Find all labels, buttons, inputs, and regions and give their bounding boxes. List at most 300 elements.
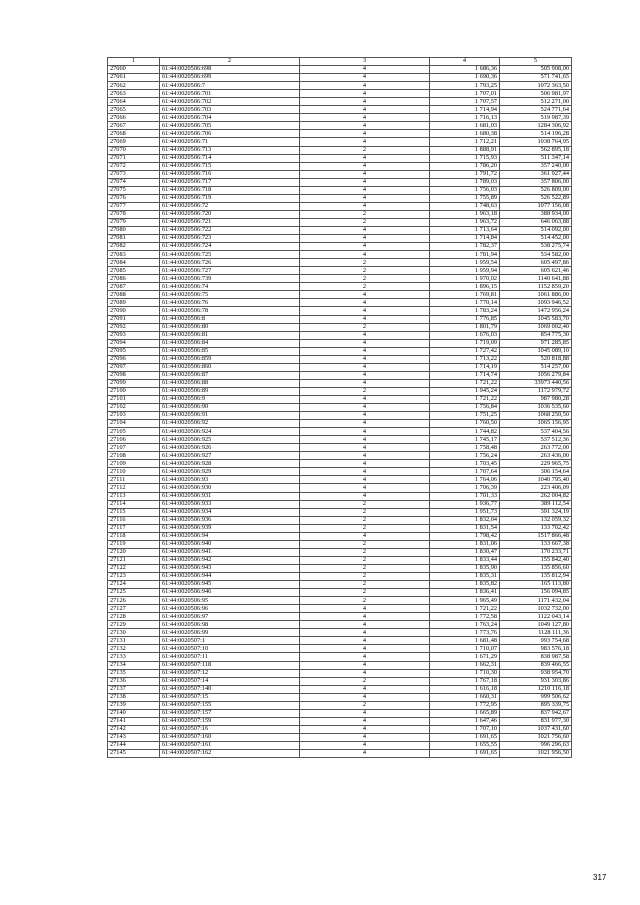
category-cell: 4: [300, 741, 430, 749]
area-cell: 1 721,22: [430, 605, 500, 613]
cadastral-number-cell: 61:44:0020506:719: [160, 194, 300, 202]
area-cell: 1 783,24: [430, 307, 500, 315]
table-row: [108, 347, 572, 355]
row-index-cell: 27080: [108, 226, 160, 234]
row-index-cell: 27065: [108, 106, 160, 114]
page-number: 317: [593, 873, 607, 882]
value-cell: 538 275,74: [500, 243, 572, 251]
cadastral-table: [107, 57, 572, 758]
cadastral-number-cell: 61:44:0020506:78: [160, 307, 300, 315]
table-row: [108, 331, 572, 339]
category-cell: 4: [300, 202, 430, 210]
cadastral-number-cell: 61:44:0020507:159: [160, 717, 300, 725]
cadastral-number-cell: 61:44:0020506:98: [160, 621, 300, 629]
cadastral-number-cell: 61:44:0020506:930: [160, 484, 300, 492]
value-cell: 165 113,80: [500, 581, 572, 589]
area-cell: 1 714,74: [430, 371, 500, 379]
value-cell: 263 436,00: [500, 452, 572, 460]
category-cell: 4: [300, 444, 430, 452]
row-index-cell: 27109: [108, 460, 160, 468]
table-row: [108, 146, 572, 154]
category-cell: 4: [300, 122, 430, 130]
area-cell: 1 710,30: [430, 669, 500, 677]
category-cell: 4: [300, 395, 430, 403]
value-cell: 135 856,60: [500, 564, 572, 572]
value-cell: 983 576,18: [500, 645, 572, 653]
area-cell: 1 758,48: [430, 444, 500, 452]
area-cell: 1 755,89: [430, 194, 500, 202]
area-cell: 1 830,47: [430, 548, 500, 556]
row-index-cell: 27078: [108, 210, 160, 218]
table-row: [108, 218, 572, 226]
category-cell: 4: [300, 90, 430, 98]
row-index-cell: 27133: [108, 653, 160, 661]
area-cell: 1 707,57: [430, 98, 500, 106]
table-row: [108, 82, 572, 90]
category-cell: 4: [300, 492, 430, 500]
area-cell: 1 686,36: [430, 66, 500, 74]
category-cell: 4: [300, 363, 430, 371]
table-row: [108, 202, 572, 210]
value-cell: 831 977,30: [500, 717, 572, 725]
row-index-cell: 27074: [108, 178, 160, 186]
category-cell: 2: [300, 540, 430, 548]
category-cell: 4: [300, 226, 430, 234]
row-index-cell: 27101: [108, 395, 160, 403]
table-row: [108, 645, 572, 653]
table-row: [108, 500, 572, 508]
value-cell: 931 303,86: [500, 677, 572, 685]
value-cell: 133 667,38: [500, 540, 572, 548]
cadastral-number-cell: 61:44:0020506:699: [160, 74, 300, 82]
category-cell: 4: [300, 709, 430, 717]
cadastral-number-cell: 61:44:0020507:10: [160, 645, 300, 653]
cadastral-number-cell: 61:44:0020506:75: [160, 291, 300, 299]
value-cell: 537 512,36: [500, 436, 572, 444]
table-row: [108, 701, 572, 709]
value-cell: 571 741,65: [500, 74, 572, 82]
value-cell: 938 954,70: [500, 669, 572, 677]
category-cell: 4: [300, 637, 430, 645]
category-cell: 4: [300, 605, 430, 613]
value-cell: 1021 956,50: [500, 750, 572, 758]
area-cell: 1 970,02: [430, 275, 500, 283]
category-cell: 2: [300, 387, 430, 395]
row-index-cell: 27068: [108, 130, 160, 138]
value-cell: 605 497,86: [500, 259, 572, 267]
cadastral-number-cell: 61:44:0020506:859: [160, 355, 300, 363]
row-index-cell: 27089: [108, 299, 160, 307]
value-cell: 519 987,39: [500, 114, 572, 122]
table-row: [108, 226, 572, 234]
value-cell: 1021 756,60: [500, 733, 572, 741]
value-cell: 1284 306,92: [500, 122, 572, 130]
table-row: [108, 315, 572, 323]
table-row: [108, 194, 572, 202]
area-cell: 1 951,73: [430, 508, 500, 516]
row-index-cell: 27086: [108, 275, 160, 283]
value-cell: 1093 946,52: [500, 299, 572, 307]
cadastral-number-cell: 61:44:0020506:721: [160, 218, 300, 226]
area-cell: 1 714,19: [430, 363, 500, 371]
value-cell: 512 271,00: [500, 98, 572, 106]
table-row: [108, 621, 572, 629]
value-cell: 1045 089,10: [500, 347, 572, 355]
cadastral-number-cell: 61:44:0020506:943: [160, 564, 300, 572]
table-row: [108, 589, 572, 597]
row-index-cell: 27130: [108, 629, 160, 637]
category-cell: 4: [300, 750, 430, 758]
table-row: [108, 395, 572, 403]
row-index-cell: 27079: [108, 218, 160, 226]
cadastral-number-cell: 61:44:0020506:84: [160, 339, 300, 347]
table-row: [108, 323, 572, 331]
table-row: [108, 733, 572, 741]
row-index-cell: 27092: [108, 323, 160, 331]
row-index-cell: 27135: [108, 669, 160, 677]
table-row: [108, 299, 572, 307]
cadastral-number-cell: 61:44:0020506:97: [160, 613, 300, 621]
value-cell: 971 285,85: [500, 339, 572, 347]
table-row: [108, 138, 572, 146]
table-row: [108, 452, 572, 460]
category-cell: 2: [300, 701, 430, 709]
cadastral-number-cell: 61:44:0020506:924: [160, 428, 300, 436]
cadastral-number-cell: 61:44:0020506:722: [160, 226, 300, 234]
table-row: [108, 243, 572, 251]
row-index-cell: 27112: [108, 484, 160, 492]
cadastral-number-cell: 61:44:0020507:14: [160, 677, 300, 685]
cadastral-number-cell: 61:44:0020506:927: [160, 452, 300, 460]
row-index-cell: 27107: [108, 444, 160, 452]
cadastral-number-cell: 61:44:0020506:88: [160, 379, 300, 387]
category-cell: 4: [300, 645, 430, 653]
area-cell: 1 835,90: [430, 564, 500, 572]
area-cell: 1 764,06: [430, 476, 500, 484]
value-cell: 854 775,30: [500, 331, 572, 339]
value-cell: 1122 043,14: [500, 613, 572, 621]
row-index-cell: 27142: [108, 725, 160, 733]
cadastral-number-cell: 61:44:0020506:727: [160, 267, 300, 275]
category-cell: 2: [300, 597, 430, 605]
table-row: [108, 444, 572, 452]
value-cell: 537 404,56: [500, 428, 572, 436]
row-index-cell: 27127: [108, 605, 160, 613]
value-cell: 1036 535,60: [500, 404, 572, 412]
area-cell: 1 714,94: [430, 106, 500, 114]
category-cell: 4: [300, 725, 430, 733]
area-cell: 1 763,24: [430, 621, 500, 629]
category-cell: 2: [300, 210, 430, 218]
value-cell: 1171 432,04: [500, 597, 572, 605]
table-row: [108, 637, 572, 645]
row-index-cell: 27083: [108, 251, 160, 259]
category-cell: 4: [300, 299, 430, 307]
row-index-cell: 27076: [108, 194, 160, 202]
value-cell: 391 324,19: [500, 508, 572, 516]
value-cell: 526 809,00: [500, 186, 572, 194]
row-index-cell: 27123: [108, 573, 160, 581]
area-cell: 1 680,38: [430, 130, 500, 138]
category-cell: 4: [300, 733, 430, 741]
area-cell: 1 707,64: [430, 468, 500, 476]
category-cell: 2: [300, 581, 430, 589]
value-cell: 1038 764,95: [500, 138, 572, 146]
cadastral-number-cell: 61:44:0020506:944: [160, 573, 300, 581]
table-row: [108, 178, 572, 186]
table-row: [108, 90, 572, 98]
cadastral-number-cell: 61:44:0020506:92: [160, 420, 300, 428]
value-cell: 1517 866,48: [500, 532, 572, 540]
area-cell: 1 789,03: [430, 178, 500, 186]
cadastral-number-cell: 61:44:0020506:72: [160, 202, 300, 210]
category-cell: 4: [300, 138, 430, 146]
cadastral-number-cell: 61:44:0020507:15: [160, 693, 300, 701]
value-cell: 223 406,09: [500, 484, 572, 492]
cadastral-number-cell: 61:44:0020506:705: [160, 122, 300, 130]
value-cell: 1049 127,80: [500, 621, 572, 629]
value-cell: 987 980,28: [500, 395, 572, 403]
cadastral-number-cell: 61:44:0020506:946: [160, 589, 300, 597]
category-cell: 4: [300, 629, 430, 637]
area-cell: 1 671,29: [430, 653, 500, 661]
area-cell: 1 706,39: [430, 484, 500, 492]
category-cell: 4: [300, 331, 430, 339]
area-cell: 1 959,94: [430, 267, 500, 275]
value-cell: 1065 156,95: [500, 420, 572, 428]
cadastral-number-cell: 61:44:0020506:725: [160, 251, 300, 259]
area-cell: 1 721,22: [430, 395, 500, 403]
area-cell: 1 801,79: [430, 323, 500, 331]
cadastral-number-cell: 61:44:0020506:91: [160, 412, 300, 420]
cadastral-number-cell: 61:44:0020506:7: [160, 82, 300, 90]
column-header-4: 4: [430, 58, 500, 66]
row-index-cell: 27061: [108, 74, 160, 82]
table-row: [108, 106, 572, 114]
category-cell: 2: [300, 524, 430, 532]
cadastral-number-cell: 61:44:0020506:716: [160, 170, 300, 178]
category-cell: 4: [300, 693, 430, 701]
category-cell: 4: [300, 468, 430, 476]
value-cell: 506 981,97: [500, 90, 572, 98]
row-index-cell: 27144: [108, 741, 160, 749]
cadastral-number-cell: 61:44:0020506:723: [160, 235, 300, 243]
area-cell: 1 647,46: [430, 717, 500, 725]
row-index-cell: 27098: [108, 371, 160, 379]
row-index-cell: 27064: [108, 98, 160, 106]
value-cell: 262 004,82: [500, 492, 572, 500]
value-cell: 646 063,88: [500, 218, 572, 226]
cadastral-number-cell: 61:44:0020506:713: [160, 146, 300, 154]
category-cell: 4: [300, 315, 430, 323]
category-cell: 4: [300, 347, 430, 355]
table-row: [108, 363, 572, 371]
category-cell: 4: [300, 355, 430, 363]
category-cell: 2: [300, 218, 430, 226]
row-index-cell: 27120: [108, 548, 160, 556]
value-cell: 1128 111,36: [500, 629, 572, 637]
cadastral-number-cell: 61:44:0020507:11: [160, 653, 300, 661]
category-cell: 2: [300, 267, 430, 275]
row-index-cell: 27122: [108, 564, 160, 572]
value-cell: 357 240,00: [500, 162, 572, 170]
category-cell: 2: [300, 508, 430, 516]
value-cell: 1210 116,18: [500, 685, 572, 693]
cadastral-number-cell: 61:44:0020506:925: [160, 436, 300, 444]
category-cell: 2: [300, 259, 430, 267]
area-cell: 1 773,76: [430, 629, 500, 637]
row-index-cell: 27140: [108, 709, 160, 717]
area-cell: 1 832,04: [430, 516, 500, 524]
cadastral-number-cell: 61:44:0020506:94: [160, 532, 300, 540]
table-row: [108, 741, 572, 749]
value-cell: 133 702,42: [500, 524, 572, 532]
cadastral-number-cell: 61:44:0020506:941: [160, 548, 300, 556]
table-row: [108, 235, 572, 243]
table-row: [108, 74, 572, 82]
row-index-cell: 27136: [108, 677, 160, 685]
value-cell: 135 812,94: [500, 573, 572, 581]
row-index-cell: 27103: [108, 412, 160, 420]
cadastral-number-cell: 61:44:0020506:945: [160, 581, 300, 589]
area-cell: 1 681,48: [430, 637, 500, 645]
category-cell: 4: [300, 106, 430, 114]
table-row: [108, 275, 572, 283]
value-cell: 999 506,62: [500, 693, 572, 701]
category-cell: 2: [300, 556, 430, 564]
table-row: [108, 661, 572, 669]
cadastral-number-cell: 61:44:0020506:934: [160, 508, 300, 516]
area-cell: 1 691,65: [430, 733, 500, 741]
table-row: [108, 613, 572, 621]
category-cell: 4: [300, 74, 430, 82]
row-index-cell: 27118: [108, 532, 160, 540]
category-cell: 4: [300, 621, 430, 629]
cadastral-number-cell: 61:44:0020506:81: [160, 331, 300, 339]
table-row: [108, 412, 572, 420]
table-row: [108, 170, 572, 178]
category-cell: 2: [300, 500, 430, 508]
value-cell: 534 582,00: [500, 251, 572, 259]
area-cell: 1 760,50: [430, 420, 500, 428]
cadastral-number-cell: 61:44:0020507:155: [160, 701, 300, 709]
row-index-cell: 27137: [108, 685, 160, 693]
cadastral-number-cell: 61:44:0020506:9: [160, 395, 300, 403]
table-row: [108, 693, 572, 701]
value-cell: 524 771,64: [500, 106, 572, 114]
cadastral-number-cell: 61:44:0020506:926: [160, 444, 300, 452]
row-index-cell: 27093: [108, 331, 160, 339]
cadastral-number-cell: 61:44:0020506:724: [160, 243, 300, 251]
value-cell: 388 934,00: [500, 210, 572, 218]
row-index-cell: 27124: [108, 581, 160, 589]
area-cell: 1 831,06: [430, 540, 500, 548]
area-cell: 1 707,10: [430, 725, 500, 733]
category-cell: 4: [300, 685, 430, 693]
row-index-cell: 27096: [108, 355, 160, 363]
value-cell: 839 466,55: [500, 661, 572, 669]
row-index-cell: 27063: [108, 90, 160, 98]
cadastral-number-cell: 61:44:0020506:701: [160, 90, 300, 98]
row-index-cell: 27121: [108, 556, 160, 564]
cadastral-number-cell: 61:44:0020506:704: [160, 114, 300, 122]
table-row: [108, 460, 572, 468]
value-cell: 170 233,71: [500, 548, 572, 556]
row-index-cell: 27090: [108, 307, 160, 315]
area-cell: 1 965,49: [430, 597, 500, 605]
row-index-cell: 27113: [108, 492, 160, 500]
cadastral-number-cell: 61:44:0020507:161: [160, 741, 300, 749]
area-cell: 1 660,31: [430, 693, 500, 701]
value-cell: 837 942,67: [500, 709, 572, 717]
cadastral-number-cell: 61:44:0020506:706: [160, 130, 300, 138]
row-index-cell: 27108: [108, 452, 160, 460]
cadastral-number-cell: 61:44:0020507:140: [160, 685, 300, 693]
category-cell: 4: [300, 661, 430, 669]
category-cell: 4: [300, 114, 430, 122]
category-cell: 4: [300, 186, 430, 194]
category-cell: 4: [300, 98, 430, 106]
row-index-cell: 27081: [108, 235, 160, 243]
cadastral-number-cell: 61:44:0020507:12: [160, 669, 300, 677]
area-cell: 1 744,82: [430, 428, 500, 436]
area-cell: 1 888,91: [430, 146, 500, 154]
table-row: [108, 98, 572, 106]
table-row: [108, 564, 572, 572]
category-cell: 4: [300, 669, 430, 677]
area-cell: 1 662,31: [430, 661, 500, 669]
cadastral-number-cell: 61:44:0020506:931: [160, 492, 300, 500]
table-row: [108, 516, 572, 524]
area-cell: 1 703,45: [430, 460, 500, 468]
table-row: [108, 66, 572, 74]
area-cell: 1 781,94: [430, 251, 500, 259]
table-row: [108, 629, 572, 637]
area-cell: 1 835,31: [430, 573, 500, 581]
area-cell: 1 665,89: [430, 709, 500, 717]
category-cell: 4: [300, 339, 430, 347]
table-row: [108, 669, 572, 677]
row-index-cell: 27070: [108, 146, 160, 154]
area-cell: 1 655,55: [430, 741, 500, 749]
area-cell: 1 681,03: [430, 122, 500, 130]
value-cell: 1056 279,84: [500, 371, 572, 379]
value-cell: 263 772,00: [500, 444, 572, 452]
area-cell: 1 710,07: [430, 645, 500, 653]
cadastral-number-cell: 61:44:0020506:714: [160, 154, 300, 162]
area-cell: 1 791,72: [430, 170, 500, 178]
area-cell: 1 727,42: [430, 347, 500, 355]
category-cell: 4: [300, 130, 430, 138]
row-index-cell: 27075: [108, 186, 160, 194]
table-row: [108, 717, 572, 725]
area-cell: 1 798,42: [430, 532, 500, 540]
category-cell: 4: [300, 476, 430, 484]
value-cell: 514 257,00: [500, 363, 572, 371]
cadastral-number-cell: 61:44:0020506:71: [160, 138, 300, 146]
table-row: [108, 114, 572, 122]
cadastral-number-cell: 61:44:0020506:739: [160, 275, 300, 283]
area-cell: 1 793,25: [430, 82, 500, 90]
value-cell: 838 987,58: [500, 653, 572, 661]
area-cell: 1 776,85: [430, 315, 500, 323]
column-header-1: 1: [108, 58, 160, 66]
cadastral-number-cell: 61:44:0020507:157: [160, 709, 300, 717]
table-row: [108, 556, 572, 564]
category-cell: 4: [300, 235, 430, 243]
row-index-cell: 27088: [108, 291, 160, 299]
table-row: [108, 605, 572, 613]
